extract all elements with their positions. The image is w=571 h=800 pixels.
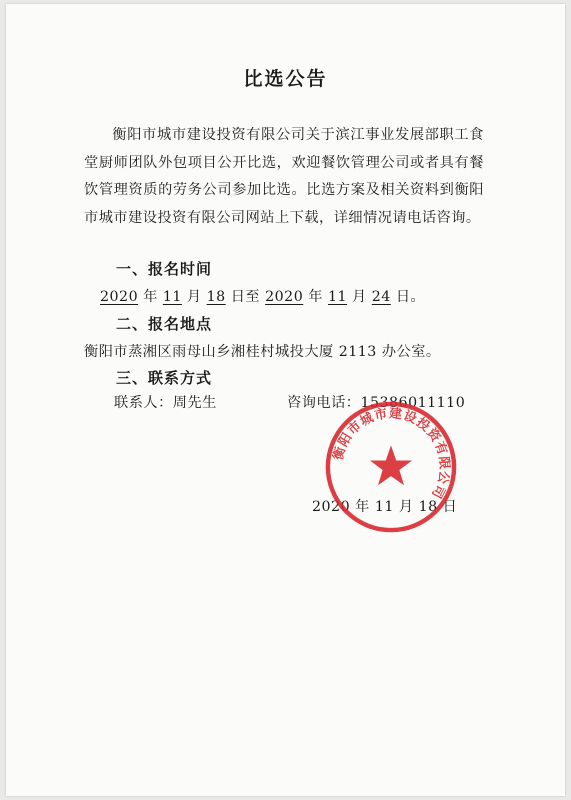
section-heading-registration-place: 二、报名地点 [116,315,213,333]
registration-address: 衡阳市蒸湘区雨母山乡湘桂村城投大厦 2113 办公室。 [84,344,441,360]
star-icon [370,445,412,485]
end-month: 11 [327,289,348,305]
end-day: 24 [371,289,391,305]
contact-person: 联系人：周先生 [114,395,217,411]
seal-text: 衡阳市城市建设投资有限公司 [331,406,452,502]
company-seal-stamp [322,398,460,536]
section-heading-registration-time: 一、报名时间 [116,260,213,278]
intro-paragraph: 衡阳市城市建设投资有限公司关于滨江事业发展部职工食堂厨师团队外包项目公开比选，欢迎餐饮管理公司或者具有餐饮管理资质的劳务公司参加比选。比选方案及相关资料到衡阳市城市建设投资有限公司网站上下载，详细情况请电话咨询。 [84,127,484,226]
issue-date: 2020 年 11 月 18 日 [312,499,458,515]
start-month: 11 [162,289,182,305]
section-heading-contact: 三、联系方式 [116,369,213,387]
end-year: 2020 [265,289,304,305]
start-day: 18 [206,289,226,305]
registration-time-line: 2020 年 11 月 18 日至 2020 年 11 月 24 日。 [100,289,426,305]
start-year: 2020 [100,289,139,305]
contact-phone: 咨询电话：15386011110 [287,395,466,411]
page-title: 比选公告 [243,68,328,90]
